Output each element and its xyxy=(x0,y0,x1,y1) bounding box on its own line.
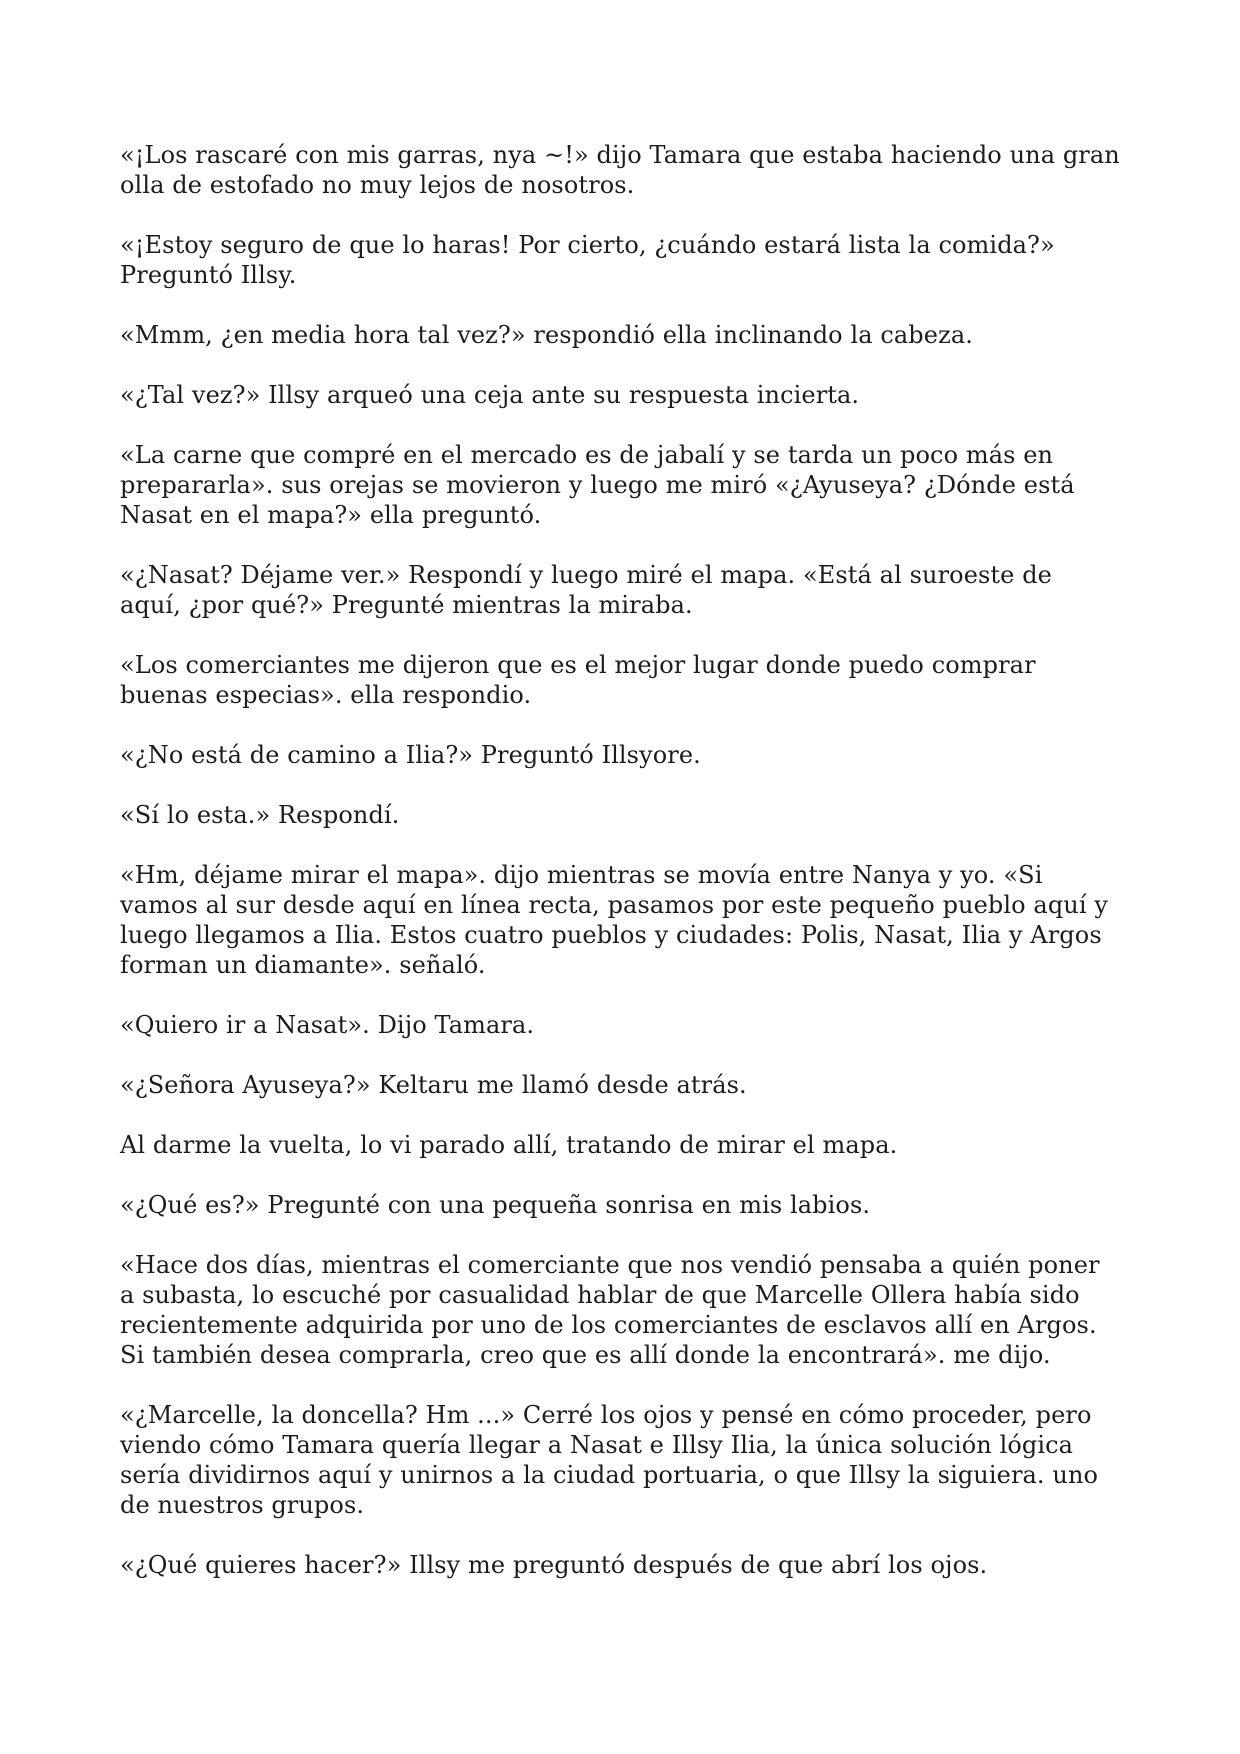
paragraph: «¿Tal vez?» Illsy arqueó una ceja ante su respuesta incierta. xyxy=(120,381,860,409)
paragraph: «¿Marcelle, la doncella? Hm ...» Cerré los ojos y pensé en cómo proceder, pero viendo cómo Tamara quería llegar a Nasat e Illsy Ilia, la única solución lógica sería dividirnos aquí y unirnos a la ciudad portuaria, o que Illsy la siguiera. uno de nuestros grupos. xyxy=(120,1401,1099,1519)
paragraph: «¿Qué es?» Pregunté con una pequeña sonrisa en mis labios. xyxy=(120,1191,871,1219)
paragraph: «Hm, déjame mirar el mapa». dijo mientras se movía entre Nanya y yo. «Si vamos al sur desde aquí en línea recta, pasamos por este pequeño pueblo aquí y luego llegamos a Ilia. Estos cuatro pueblos y ciudades: Polis, Nasat, Ilia y Argos forman un diamante». señaló. xyxy=(120,861,1109,979)
paragraph: «Los comerciantes me dijeron que es el mejor lugar donde puedo comprar buenas especias». ella respondio. xyxy=(120,651,1036,709)
body-text xyxy=(120,140,1120,1580)
paragraph: «¿Nasat? Déjame ver.» Respondí y luego miré el mapa. «Está al suroeste de aquí, ¿por qué?» Pregunté mientras la miraba. xyxy=(120,561,1052,619)
paragraph: «¡Estoy seguro de que lo haras! Por cierto, ¿cuándo estará lista la comida?» Preguntó Illsy. xyxy=(120,231,1055,289)
paragraph: «La carne que compré en el mercado es de jabalí y se tarda un poco más en prepararla». sus orejas se movieron y luego me miró «¿Ayuseya? ¿Dónde está Nasat en el mapa?» ella preguntó. xyxy=(120,441,1075,529)
paragraph: «¿Qué quieres hacer?» Illsy me preguntó después de que abrí los ojos. xyxy=(120,1551,988,1579)
paragraph: «Mmm, ¿en media hora tal vez?» respondió ella inclinando la cabeza. xyxy=(120,321,973,349)
paragraph: «Sí lo esta.» Respondí. xyxy=(120,801,400,829)
paragraph: «¿Señora Ayuseya?» Keltaru me llamó desde atrás. xyxy=(120,1071,747,1099)
paragraph: «¡Los rascaré con mis garras, nya ~!» dijo Tamara que estaba haciendo una gran olla de estofado no muy lejos de nosotros. xyxy=(120,141,1120,199)
paragraph: «Hace dos días, mientras el comerciante que nos vendió pensaba a quién poner a subasta, lo escuché por casualidad hablar de que Marcelle Ollera había sido recientemente adquirida por uno de los comerciantes de esclavos allí en Argos. Si también desea comprarla, creo que es allí donde la encontrará». me dijo. xyxy=(120,1251,1100,1369)
paragraph: «Quiero ir a Nasat». Dijo Tamara. xyxy=(120,1011,535,1039)
paragraph: «¿No está de camino a Ilia?» Preguntó Illsyore. xyxy=(120,741,701,769)
paragraph: Al darme la vuelta, lo vi parado allí, tratando de mirar el mapa. xyxy=(120,1131,898,1159)
